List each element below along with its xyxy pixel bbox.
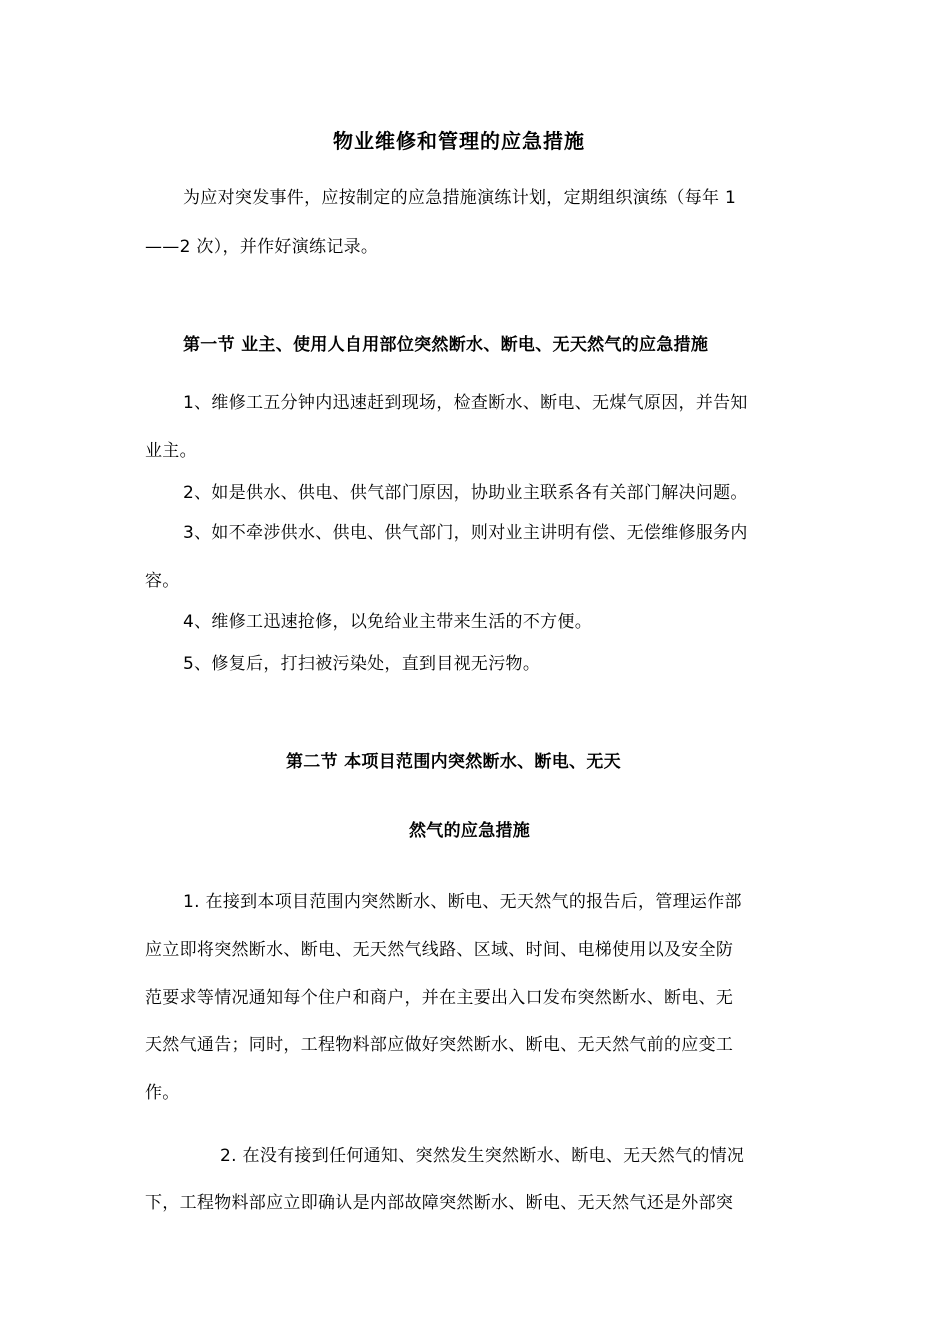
document-title: 物业维修和管理的应急措施: [333, 129, 585, 153]
section2-para1-line-2: 应立即将突然断水、断电、无天然气线路、区域、时间、电梯使用以及安全防: [145, 940, 734, 960]
intro-line-2: ——2 次），并作好演练记录。: [145, 237, 379, 257]
section1-item-4: 4、维修工迅速抢修，以免给业主带来生活的不方便。: [183, 612, 593, 632]
section1-item-1-line-1: 1、维修工五分钟内迅速赶到现场，检查断水、断电、无煤气原因，并告知: [183, 393, 748, 413]
intro-line-1: 为应对突发事件，应按制定的应急措施演练计划，定期组织演练（每年 1: [183, 188, 737, 208]
section1-heading: 第一节 业主、使用人自用部位突然断水、断电、无天然气的应急措施: [183, 335, 709, 355]
section1-item-3-line-2: 容。: [145, 571, 180, 591]
section2-heading-line-1: 第二节 本项目范围内突然断水、断电、无天: [286, 752, 621, 772]
section1-item-2: 2、如是供水、供电、供气部门原因，协助业主联系各有关部门解决问题。: [183, 483, 748, 503]
section1-item-1-line-2: 业主。: [145, 441, 197, 461]
section1-item-5: 5、修复后，打扫被污染处，直到目视无污物。: [183, 654, 541, 674]
section2-para2-line-2: 下，工程物料部应立即确认是内部故障突然断水、断电、无天然气还是外部突: [145, 1193, 734, 1213]
section2-para1-line-5: 作。: [145, 1083, 180, 1103]
section2-para1-line-1: 1. 在接到本项目范围内突然断水、断电、无天然气的报告后，管理运作部: [183, 892, 742, 912]
section2-para1-line-3: 范要求等情况通知每个住户和商户，并在主要出入口发布突然断水、断电、无: [145, 988, 734, 1008]
section2-para2-line-1: 2. 在没有接到任何通知、突然发生突然断水、断电、无天然气的情况: [220, 1146, 745, 1166]
section1-item-3-line-1: 3、如不牵涉供水、供电、供气部门，则对业主讲明有偿、无偿维修服务内: [183, 523, 748, 543]
section2-heading-line-2: 然气的应急措施: [409, 821, 531, 841]
section2-para1-line-4: 天然气通告；同时，工程物料部应做好突然断水、断电、无天然气前的应变工: [145, 1035, 734, 1055]
